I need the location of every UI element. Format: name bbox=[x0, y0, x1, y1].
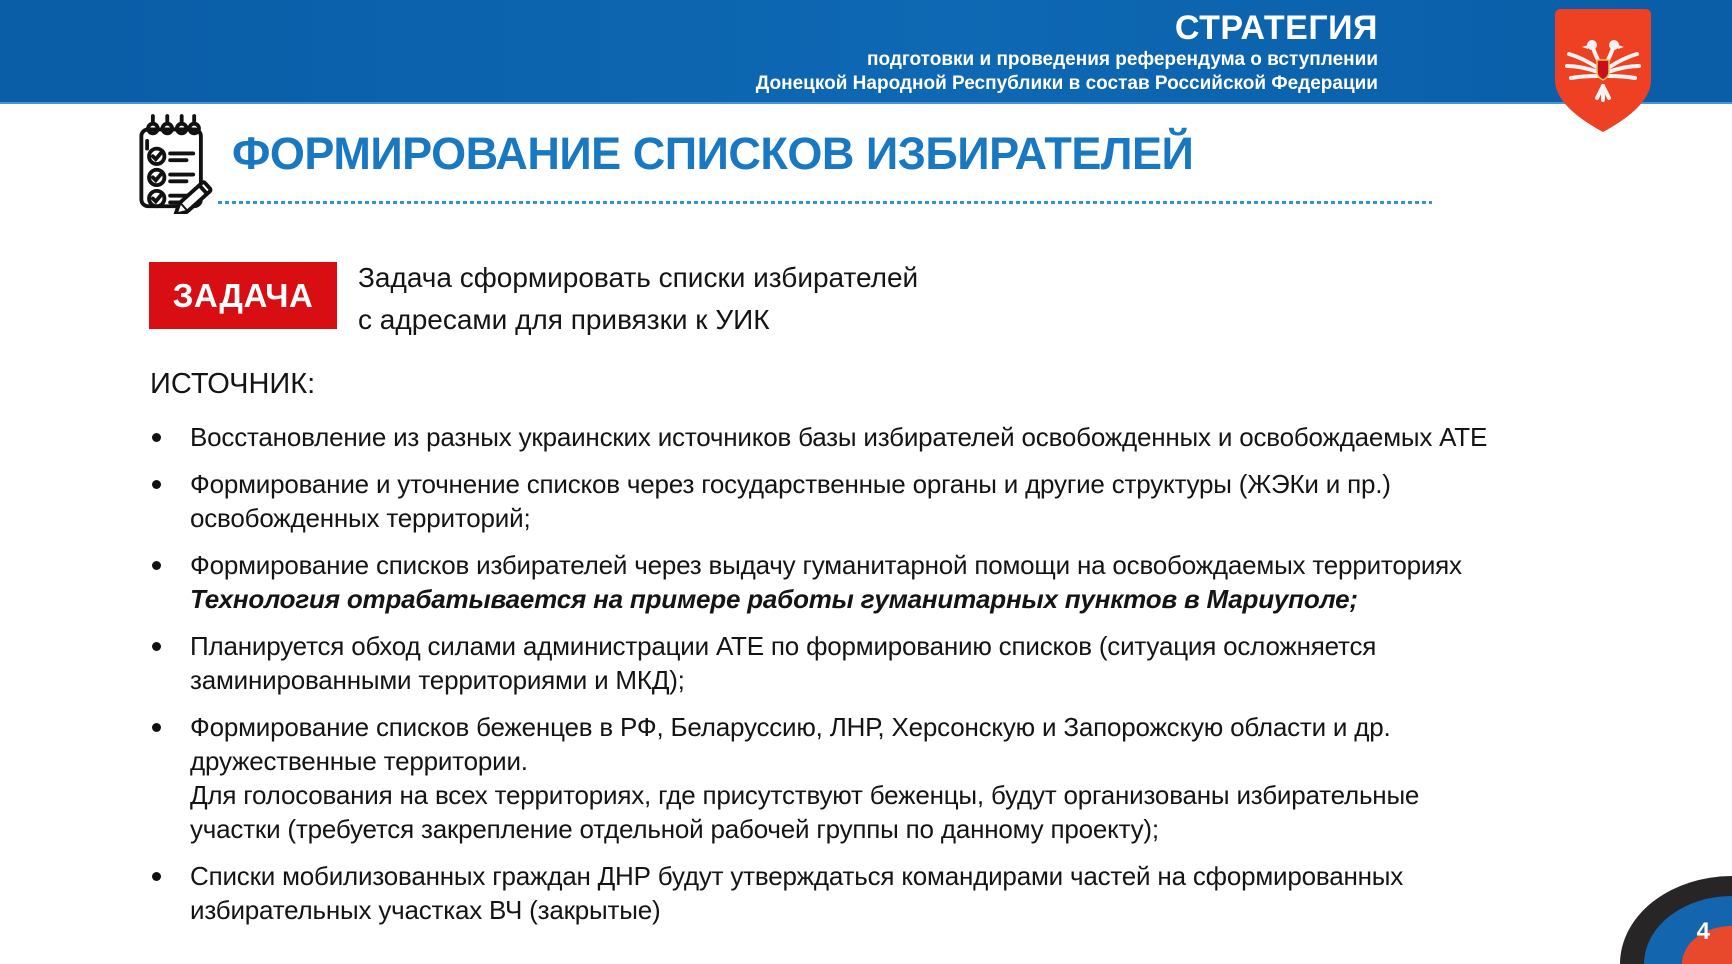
list-item bbox=[150, 629, 1630, 697]
bullet-line: заминированными территориями и МКД); bbox=[190, 665, 685, 695]
bullet-marker-icon bbox=[150, 420, 190, 454]
task-badge-label: ЗАДАЧА bbox=[172, 276, 314, 314]
list-item bbox=[150, 420, 1630, 454]
bullet-line: Формирование списков избирателей через выдачу гуманитарной помощи на освобождаемых территориях bbox=[190, 550, 1462, 580]
page-number: 4 bbox=[1696, 918, 1710, 945]
bullet-line: Восстановление из разных украинских источников базы избирателей освобожденных и освобождаемых АТЕ bbox=[190, 422, 1488, 452]
slide-title: ФОРМИРОВАНИЕ СПИСКОВ ИЗБИРАТЕЛЕЙ bbox=[232, 128, 1194, 179]
bullet-line: избирательных участках ВЧ (закрытые) bbox=[190, 895, 661, 925]
bullet-text bbox=[190, 859, 1630, 927]
header-title: СТРАТЕГИЯ bbox=[1174, 9, 1378, 47]
list-item bbox=[150, 467, 1630, 535]
header-bar bbox=[0, 0, 1732, 104]
bullet-text bbox=[190, 710, 1630, 846]
bullet-line: Списки мобилизованных граждан ДНР будут утверждаться командирами частей на сформированных bbox=[190, 861, 1404, 891]
bullet-line: освобожденных территорий; bbox=[190, 503, 531, 533]
bullet-marker-icon bbox=[150, 710, 190, 846]
bullet-line: Для голосования на всех территориях, где присутствуют беженцы, будут организованы избирательные bbox=[190, 780, 1420, 810]
bullet-line: участки (требуется закрепление отдельной рабочей группы по данному проекту); bbox=[190, 814, 1159, 844]
bullet-text bbox=[190, 548, 1630, 616]
task-text-line1: Задача сформировать списки избирателей bbox=[358, 262, 919, 293]
header-subtitle-line2: Донецкой Народной Республики в состав Российской Федерации bbox=[755, 73, 1378, 94]
bullet-line: Планируется обход силами администрации АТЕ по формированию списков (ситуация осложняется bbox=[190, 631, 1377, 661]
task-text-line2: с адресами для привязки к УИК bbox=[358, 304, 770, 335]
bullet-marker-icon bbox=[150, 859, 190, 927]
source-heading: ИСТОЧНИК: bbox=[150, 368, 316, 400]
source-list bbox=[150, 420, 1630, 940]
title-dotted-rule bbox=[218, 201, 1432, 204]
bullet-text bbox=[190, 467, 1630, 535]
checklist-pencil-icon bbox=[126, 114, 222, 214]
bullet-marker-icon bbox=[150, 548, 190, 616]
list-item bbox=[150, 548, 1630, 616]
list-item bbox=[150, 710, 1630, 846]
bullet-line: Технология отрабатывается на примере работы гуманитарных пунктов в Мариуполе; bbox=[190, 584, 1358, 614]
bullet-text bbox=[190, 420, 1630, 454]
bullet-line: дружественные территории. bbox=[190, 746, 528, 776]
dnr-coat-of-arms-icon bbox=[1553, 8, 1653, 134]
bullet-marker-icon bbox=[150, 629, 190, 697]
bullet-line: Формирование списков беженцев в РФ, Беларуссию, ЛНР, Херсонскую и Запорожскую области и др. bbox=[190, 712, 1391, 742]
task-text bbox=[358, 257, 918, 341]
header-subtitle-line1: подготовки и проведения референдума о вступлении bbox=[866, 49, 1378, 70]
list-item bbox=[150, 859, 1630, 927]
bullet-marker-icon bbox=[150, 467, 190, 535]
task-badge bbox=[149, 262, 337, 329]
corner-decoration bbox=[1612, 868, 1732, 964]
bullet-line: Формирование и уточнение списков через государственные органы и другие структуры (ЖЭКи и пр.) bbox=[190, 469, 1391, 499]
bullet-text bbox=[190, 629, 1630, 697]
header-text-block bbox=[756, 8, 1378, 96]
